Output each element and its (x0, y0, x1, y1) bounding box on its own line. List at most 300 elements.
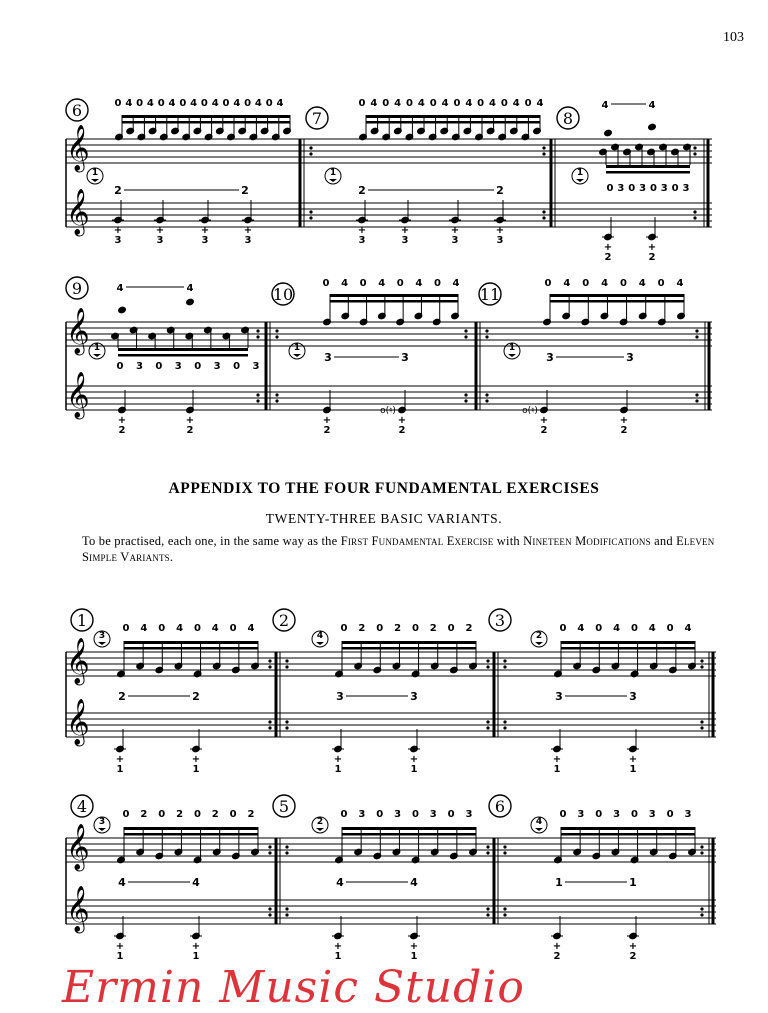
variant-5-fingering-digit: 3 (465, 809, 473, 820)
repeat-dots (486, 851, 489, 854)
exercise-7-string: 1 (329, 168, 337, 178)
variant-1-lower-start: 2 (118, 690, 126, 703)
variant-1-fingering-digit: 0 (193, 623, 201, 634)
variant-3-fingering-digit: 4 (577, 623, 585, 634)
exercise-6-fingering-digit: 4 (276, 98, 284, 109)
variant-6-bass-1-finger: 2 (629, 951, 637, 962)
exercise-11-number: 11 (479, 285, 501, 304)
variant-6-bass-0-plus: + (552, 941, 562, 952)
exercise-10-lower-end: 3 (401, 351, 409, 364)
exercise-6-fingering-digit: 0 (244, 98, 252, 109)
exercise-11-string-diamond (508, 354, 516, 357)
exercise-10-fingering-digit: 0 (359, 278, 367, 289)
exercise-8-finger-top: 4 (601, 100, 609, 111)
exercise-7-bass-2-finger: 3 (451, 235, 459, 246)
variant-1-bass-1-plus: + (191, 754, 201, 765)
exercise-6-beam (122, 115, 290, 118)
exercise-6-bass-0-plus: + (113, 225, 123, 236)
exercise-6-fingering-digit: 4 (125, 98, 133, 109)
exercise-10-fingering-digit: 0 (433, 278, 441, 289)
exercise-8-finger-top: 4 (648, 100, 656, 111)
exercise-10-string: 1 (293, 343, 301, 353)
variant-1-fingering-digit: 4 (140, 623, 148, 634)
variant-5-bass-1-plus: + (409, 941, 419, 952)
variant-5-fingering-digit: 0 (340, 809, 348, 820)
exercise-10-fingering-digit: 4 (341, 278, 349, 289)
exercise-11-bass-0-plus: + (539, 415, 549, 426)
variant-6-beam2 (561, 833, 695, 836)
variant-5-lower-end: 4 (410, 876, 418, 889)
exercise-6-fingering-digit: 4 (146, 98, 154, 109)
variant-3-string: 2 (535, 631, 543, 641)
exercise-9-fingering-digit: 3 (174, 361, 182, 372)
exercise-9-finger-top: 4 (186, 283, 194, 294)
variant-5-fingering-digit: 3 (394, 809, 402, 820)
variant-2-fingering-digit: 2 (465, 623, 473, 634)
variant-1-bass-0-plus: + (115, 754, 125, 765)
variant-6-bass-1-plus: + (628, 941, 638, 952)
repeat-dots (285, 845, 288, 848)
exercise-7-fingering-digit: 0 (382, 98, 390, 109)
exercise-9-fingering-digit: 0 (116, 361, 124, 372)
exercise-6-fingering-digit: 0 (114, 98, 122, 109)
instruction-lead: To be practised, each one, in the same way as the (82, 534, 341, 548)
repeat-dots (693, 152, 696, 155)
exercise-9-fingering-digit: 3 (213, 361, 221, 372)
variant-6-fingering-digit: 3 (613, 809, 621, 820)
exercise-6-beam2 (122, 121, 290, 124)
appendix-title: APPENDIX TO THE FOUR FUNDAMENTAL EXERCISES (168, 480, 600, 497)
page-number: 103 (723, 30, 744, 45)
variant-2-fingering-digit: 2 (394, 623, 402, 634)
exercise-8-fingering-digit: 3 (660, 183, 668, 194)
exercise-6-bass-3-plus: + (243, 225, 253, 236)
exercise-8-fingering-digit: 3 (639, 183, 647, 194)
repeat-dots (503, 720, 506, 723)
variant-3-beam (561, 641, 695, 644)
exercise-10-bass-1-plus: + (397, 415, 407, 426)
variant-6-fingering-digit: 3 (577, 809, 585, 820)
exercise-11-bass-1-finger: 2 (620, 425, 628, 436)
exercise-8-fingering-digit: 3 (682, 183, 690, 194)
exercise-6-fingering-digit: 4 (233, 98, 241, 109)
treble-clef-icon: 𝄞 (66, 824, 90, 870)
variant-2-bass-0-plus: + (333, 754, 343, 765)
variant-4-bass-0-finger: 1 (116, 951, 124, 962)
repeat-dots (464, 393, 467, 396)
exercise-6-fingering-digit: 4 (254, 98, 262, 109)
repeat-dots (485, 329, 488, 332)
variant-3-fingering-digit: 0 (559, 623, 567, 634)
repeat-dots (486, 659, 489, 662)
exercise-6-number: 6 (71, 101, 83, 120)
exercise-6-bass-3-finger: 3 (244, 235, 252, 246)
exercise-7-fingering-digit: 0 (524, 98, 532, 109)
exercise-11-fingering-digit: 0 (619, 278, 627, 289)
treble-clef-icon: 𝄞 (66, 886, 90, 932)
exercise-6-bass-0-finger: 3 (114, 235, 122, 246)
variant-1-lower-end: 2 (192, 690, 200, 703)
variant-1-beam2 (124, 647, 258, 650)
exercise-7-fingering-digit: 0 (358, 98, 366, 109)
repeat-dots (503, 913, 506, 916)
variant-5-number: 5 (278, 797, 290, 816)
variant-6-fingering-digit: 0 (559, 809, 567, 820)
exercise-7-lower-start: 2 (358, 184, 366, 197)
repeat-dots (285, 720, 288, 723)
variant-3-fingering-digit: 4 (613, 623, 621, 634)
exercise-6-bass-1-finger: 3 (156, 235, 164, 246)
exercise-8-fingering-digit: 0 (606, 183, 614, 194)
variant-1-fingering-digit: 0 (158, 623, 166, 634)
exercise-10-bass-0-finger: 2 (323, 425, 331, 436)
variant-1-beam (124, 641, 258, 644)
exercise-9-high-note (186, 298, 195, 306)
exercise-10-string-diamond (293, 354, 301, 357)
variant-1-fingering-digit: 4 (247, 623, 255, 634)
variant-3-fingering-digit: 0 (595, 623, 603, 634)
variant-6-number: 6 (494, 797, 506, 816)
variant-5-fingering-digit: 0 (411, 809, 419, 820)
repeat-dots (485, 399, 488, 402)
variant-3-fingering-digit: 0 (630, 623, 638, 634)
repeat-dots (695, 393, 698, 396)
exercise-10-bass-0-plus: + (322, 415, 332, 426)
exercise-7-fingering-digit: 4 (417, 98, 425, 109)
exercise-7-bass-0-finger: 3 (358, 235, 366, 246)
variant-5-fingering-digit: 0 (447, 809, 455, 820)
exercise-7-fingering-digit: 0 (405, 98, 413, 109)
exercise-8-number: 8 (562, 109, 574, 128)
variant-1-number: 1 (76, 611, 88, 630)
exercise-8-bass-0-plus: + (603, 242, 613, 253)
exercise-10-bass-1-finger: 2 (398, 425, 406, 436)
repeat-dots (275, 399, 278, 402)
treble-clef-icon: 𝄞 (66, 699, 90, 745)
repeat-dots (695, 335, 698, 338)
repeat-dots (275, 329, 278, 332)
variant-3-lower-start: 3 (555, 690, 563, 703)
repeat-dots (700, 907, 703, 910)
repeat-dots (285, 659, 288, 662)
exercise-9-beam (118, 348, 248, 351)
exercise-7-fingering-digit: 0 (477, 98, 485, 109)
variant-6-fingering-digit: 3 (684, 809, 692, 820)
variant-6-fingering-digit: 0 (595, 809, 603, 820)
variant-3-string-diamond (535, 642, 543, 645)
repeat-dots (268, 726, 271, 729)
exercise-6-lower-end: 2 (241, 184, 249, 197)
variant-4-beam2 (124, 833, 258, 836)
exercise-6-fingering-digit: 4 (168, 98, 176, 109)
exercise-8-bass-0-finger: 2 (604, 252, 612, 263)
repeat-dots (486, 907, 489, 910)
exercise-6-string: 1 (91, 168, 99, 178)
exercise-6-lower-start: 2 (114, 184, 122, 197)
exercise-9-high-note (118, 306, 127, 314)
repeat-dots (486, 845, 489, 848)
variant-2-lower-start: 3 (336, 690, 344, 703)
variant-5-bass-0-finger: 1 (334, 951, 342, 962)
exercise-9-finger-top: 4 (116, 283, 124, 294)
exercise-9-bass-1-finger: 2 (186, 425, 194, 436)
repeat-dots (503, 907, 506, 910)
variant-1-fingering-digit: 0 (122, 623, 130, 634)
repeat-dots (268, 845, 271, 848)
exercise-9-bass-0-finger: 2 (118, 425, 126, 436)
variant-1-fingering-digit: 4 (211, 623, 219, 634)
instruction-mid: with (493, 534, 524, 548)
repeat-dots (256, 335, 259, 338)
exercise-11-bass-0-finger: 2 (540, 425, 548, 436)
variant-4-fingering-digit: 0 (122, 809, 130, 820)
variant-1-fingering-digit: 0 (229, 623, 237, 634)
treble-clef-icon: 𝄞 (66, 189, 90, 235)
exercise-11-bass-1-plus: + (619, 415, 629, 426)
variant-5-string-diamond (316, 828, 324, 831)
variant-3-bass-0-plus: + (552, 754, 562, 765)
exercise-7-fingering-digit: 0 (429, 98, 437, 109)
repeat-dots (700, 659, 703, 662)
exercise-6-fingering-digit: 0 (136, 98, 144, 109)
repeat-dots (268, 907, 271, 910)
repeat-dots (464, 329, 467, 332)
variant-2-bass-0-finger: 1 (334, 764, 342, 775)
variant-3-lower-end: 3 (629, 690, 637, 703)
treble-clef-icon: 𝄞 (66, 372, 90, 418)
variant-4-fingering-digit: 0 (158, 809, 166, 820)
exercise-8-bass-1-plus: + (647, 242, 657, 253)
repeat-dots (700, 726, 703, 729)
repeat-dots (268, 851, 271, 854)
exercise-6-fingering-digit: 4 (190, 98, 198, 109)
appendix-subtitle: TWENTY-THREE BASIC VARIANTS. (265, 511, 503, 526)
repeat-dots (700, 720, 703, 723)
repeat-dots (693, 210, 696, 213)
variant-5-beam (342, 827, 476, 830)
exercise-7-lower-end: 2 (496, 184, 504, 197)
variant-2-fingering-digit: 0 (447, 623, 455, 634)
repeat-dots (542, 216, 545, 219)
exercise-9-fingering-digit: 0 (194, 361, 202, 372)
variant-5-fingering-digit: 3 (358, 809, 366, 820)
exercise-7-beam2 (366, 121, 540, 124)
repeat-dots (486, 913, 489, 916)
variant-6-fingering-digit: 3 (648, 809, 656, 820)
repeat-dots (700, 845, 703, 848)
exercise-9-fingering-digit: 3 (135, 361, 143, 372)
exercise-6-string-diamond (91, 179, 99, 182)
variant-1-string-diamond (98, 642, 106, 645)
exercise-10-fingering-digit: 0 (322, 278, 330, 289)
exercise-8-fingering-digit: 0 (671, 183, 679, 194)
variant-4-fingering-digit: 2 (140, 809, 148, 820)
exercise-9-bass-1-plus: + (185, 415, 195, 426)
exercise-6-fingering-digit: 0 (265, 98, 273, 109)
repeat-dots (256, 399, 259, 402)
exercise-7-fingering-digit: 4 (536, 98, 544, 109)
variant-6-beam (561, 827, 695, 830)
variant-3-bass-0-finger: 1 (553, 764, 561, 775)
variant-4-fingering-digit: 2 (176, 809, 184, 820)
repeat-dots (542, 146, 545, 149)
repeat-dots (309, 146, 312, 149)
repeat-dots (464, 335, 467, 338)
variant-6-fingering-digit: 0 (630, 809, 638, 820)
exercise-7-fingering-digit: 4 (489, 98, 497, 109)
instruction-caps-2: Nineteen Modifications (523, 534, 651, 548)
variant-2-beam2 (342, 647, 476, 650)
exercise-9-fingering-digit: 0 (155, 361, 163, 372)
repeat-dots (464, 399, 467, 402)
exercise-9-number: 9 (71, 279, 83, 298)
exercise-8-high-note (604, 129, 613, 137)
variant-5-bass-1-finger: 1 (410, 951, 418, 962)
repeat-dots (256, 393, 259, 396)
exercise-9-fingering-digit: 0 (233, 361, 241, 372)
exercise-10-natural: o(♮) (380, 406, 396, 416)
exercise-10-number: 10 (272, 285, 294, 304)
exercise-8-high-note (648, 123, 657, 131)
repeat-dots (285, 913, 288, 916)
instruction-caps-3: Eleven Simple Variants. (82, 534, 715, 564)
exercise-10-fingering-digit: 4 (415, 278, 423, 289)
variant-6-string: 4 (535, 817, 543, 827)
variant-4-lower-end: 4 (192, 876, 200, 889)
exercise-11-fingering-digit: 0 (544, 278, 552, 289)
repeat-dots (485, 335, 488, 338)
variant-1-fingering-digit: 4 (176, 623, 184, 634)
repeat-dots (503, 659, 506, 662)
exercise-7-beam (366, 115, 540, 118)
repeat-dots (503, 665, 506, 668)
exercise-6-bass-1-plus: + (155, 225, 165, 236)
exercise-10-lower-start: 3 (324, 351, 332, 364)
variant-2-fingering-digit: 2 (429, 623, 437, 634)
exercise-6-fingering-digit: 0 (179, 98, 187, 109)
exercise-11-fingering-digit: 4 (676, 278, 684, 289)
variant-6-bass-0-finger: 2 (553, 951, 561, 962)
exercise-7-fingering-digit: 4 (465, 98, 473, 109)
variant-4-bass-1-finger: 1 (192, 951, 200, 962)
variant-6-lower-end: 1 (629, 876, 637, 889)
exercise-7-bass-2-plus: + (450, 225, 460, 236)
variant-4-fingering-digit: 0 (193, 809, 201, 820)
exercise-10-fingering-digit: 4 (378, 278, 386, 289)
variant-4-lower-start: 4 (118, 876, 126, 889)
variant-4-fingering-digit: 2 (211, 809, 219, 820)
exercise-6-fingering-digit: 0 (222, 98, 230, 109)
exercise-11-fingering-digit: 4 (601, 278, 609, 289)
variant-3-bass-1-plus: + (628, 754, 638, 765)
variant-4-bass-0-plus: + (115, 941, 125, 952)
variant-3-bass-1-finger: 1 (629, 764, 637, 775)
exercise-11-string: 1 (508, 343, 516, 353)
repeat-dots (268, 659, 271, 662)
exercise-6-fingering-digit: 0 (200, 98, 208, 109)
variant-2-bass-1-finger: 1 (410, 764, 418, 775)
repeat-dots (285, 665, 288, 668)
variant-3-fingering-digit: 4 (684, 623, 692, 634)
instruction-and: and (650, 534, 677, 548)
repeat-dots (309, 152, 312, 155)
exercise-8-string: 1 (576, 168, 584, 178)
repeat-dots (285, 851, 288, 854)
variant-2-number: 2 (278, 611, 290, 630)
exercise-10-beam (330, 294, 458, 297)
exercise-6-fingering-digit: 4 (211, 98, 219, 109)
variant-5-fingering-digit: 3 (429, 809, 437, 820)
variant-4-string: 3 (98, 817, 106, 827)
variant-5-string: 2 (316, 817, 324, 827)
exercise-7-bass-1-finger: 3 (401, 235, 409, 246)
repeat-dots (693, 216, 696, 219)
variant-5-beam2 (342, 833, 476, 836)
exercise-8-bass-1-finger: 2 (648, 252, 656, 263)
repeat-dots (285, 907, 288, 910)
repeat-dots (700, 851, 703, 854)
repeat-dots (503, 851, 506, 854)
repeat-dots (268, 913, 271, 916)
variant-1-bass-0-finger: 1 (116, 764, 124, 775)
variant-5-fingering-digit: 0 (376, 809, 384, 820)
variant-1-string: 3 (98, 631, 106, 641)
variant-6-lower-start: 1 (555, 876, 563, 889)
repeat-dots (503, 845, 506, 848)
exercise-6-bass-2-plus: + (200, 225, 210, 236)
variant-4-beam (124, 827, 258, 830)
repeat-dots (285, 726, 288, 729)
exercise-11-fingering-digit: 0 (657, 278, 665, 289)
exercise-11-beam (550, 294, 684, 297)
variant-3-beam2 (561, 647, 695, 650)
exercise-8-beam (606, 165, 690, 168)
exercise-7-fingering-digit: 4 (512, 98, 520, 109)
exercise-7-bass-3-plus: + (495, 225, 505, 236)
exercise-8-beam2 (606, 171, 690, 174)
variant-2-lower-end: 3 (410, 690, 418, 703)
repeat-dots (700, 665, 703, 668)
repeat-dots (275, 393, 278, 396)
treble-clef-icon: 𝄞 (66, 125, 90, 171)
exercise-11-fingering-digit: 0 (582, 278, 590, 289)
variant-3-fingering-digit: 4 (648, 623, 656, 634)
exercise-7-bass-0-plus: + (357, 225, 367, 236)
variant-2-string-diamond (316, 642, 324, 645)
repeat-dots (268, 665, 271, 668)
repeat-dots (695, 399, 698, 402)
repeat-dots (309, 216, 312, 219)
exercise-7-fingering-digit: 4 (394, 98, 402, 109)
variant-6-fingering-digit: 0 (666, 809, 674, 820)
variant-2-string: 4 (316, 631, 324, 641)
exercise-11-fingering-digit: 4 (563, 278, 571, 289)
exercise-8-fingering-digit: 3 (617, 183, 625, 194)
repeat-dots (275, 335, 278, 338)
variant-2-fingering-digit: 2 (358, 623, 366, 634)
variant-2-fingering-digit: 0 (340, 623, 348, 634)
instruction-caps-1: First Fundamental Exercise (340, 534, 494, 548)
variant-2-fingering-digit: 0 (411, 623, 419, 634)
repeat-dots (486, 720, 489, 723)
watermark-signature: Ermin Music Studio (62, 962, 525, 1013)
variant-2-bass-1-plus: + (409, 754, 419, 765)
variant-6-string-diamond (535, 828, 543, 831)
exercise-7-fingering-digit: 4 (370, 98, 378, 109)
exercise-9-bass-0-plus: + (117, 415, 127, 426)
variant-4-fingering-digit: 2 (247, 809, 255, 820)
variant-3-fingering-digit: 0 (666, 623, 674, 634)
